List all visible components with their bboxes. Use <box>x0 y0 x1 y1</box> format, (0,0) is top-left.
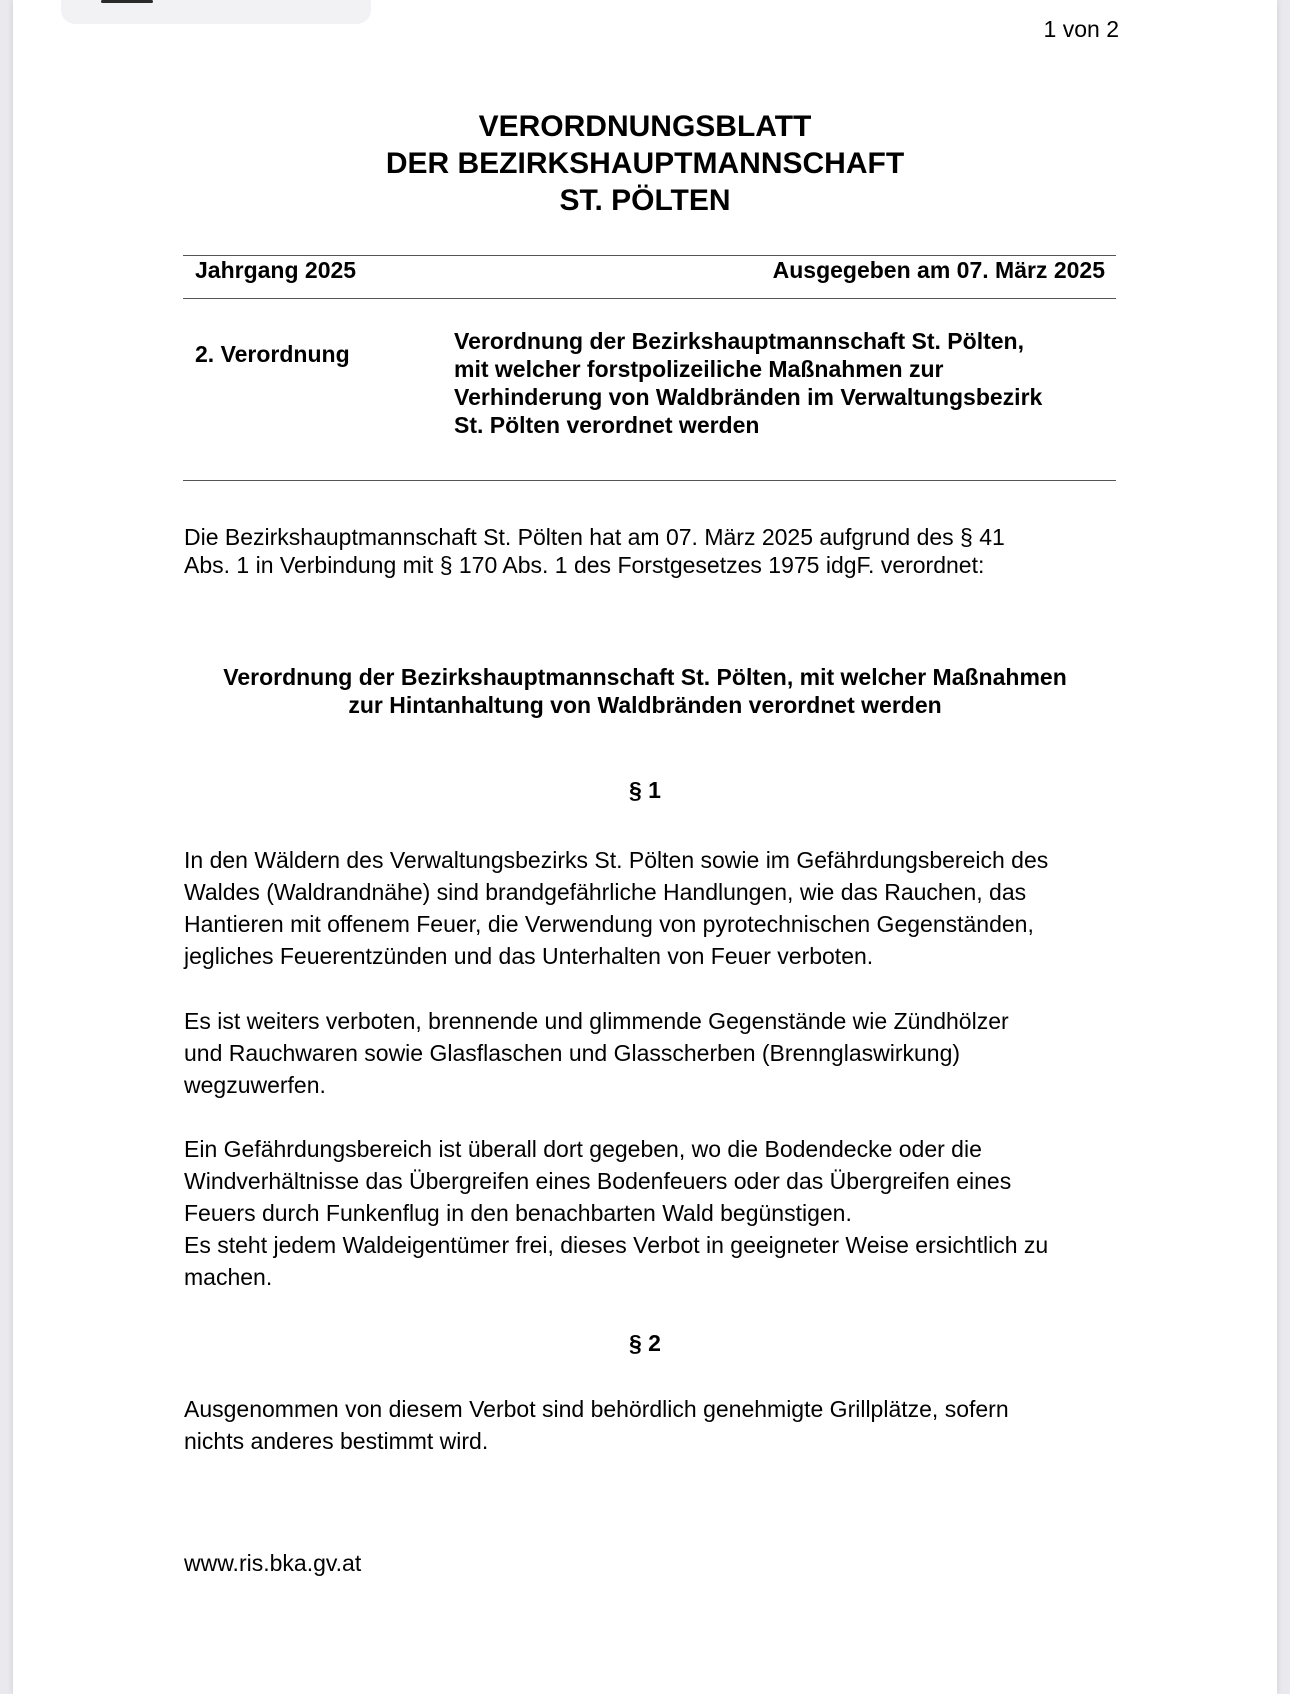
page-indicator: 1 von 2 <box>1043 16 1119 42</box>
ordinance-number: 2. Verordnung <box>195 341 350 367</box>
section-1-paragraph-2: Es ist weiters verboten, brennende und glimmende Gegenstände wie Zündhölzer und Rauchwaren sowie Glasflaschen und Glasscherben (Brennglaswirkung) wegzuwerfen. <box>184 1008 1009 1098</box>
section-2-paragraph-1: Ausgenommen von diesem Verbot sind behördlich genehmigte Grillplätze, sofern nichts anderes bestimmt wird. <box>184 1396 1009 1454</box>
divider <box>183 298 1116 299</box>
section-1-paragraph-3: Ein Gefährdungsbereich ist überall dort gegeben, wo die Bodendecke oder die Windverhältnisse das Übergreifen eines Bodenfeuers oder das Übergreifen eines Feuers durch Funkenflug in den benachbarten Wald begünstigen. Es steht jedem Waldeigentümer frei, dieses Verbot in geeigneter Weise ersichtlich zu machen. <box>184 1136 1049 1290</box>
ordinance-body-title: Verordnung der Bezirkshauptmannschaft St. Pölten, mit welcher Maßnahmen zur Hintanhaltung von Waldbränden verordnet werden <box>223 664 1067 718</box>
preamble-text: Die Bezirkshauptmannschaft St. Pölten hat am 07. März 2025 aufgrund des § 41 Abs. 1 in Verbindung mit § 170 Abs. 1 des Forstgesetzes 1975 idgF. verordnet: <box>184 524 1005 578</box>
document-page <box>13 0 1277 1694</box>
volume-year: Jahrgang 2025 <box>195 257 357 283</box>
section-1-paragraph-1: In den Wäldern des Verwaltungsbezirks St. Pölten sowie im Gefährdungsbereich des Waldes (Waldrandnähe) sind brandgefährliche Handlungen, wie das Rauchen, das Hantieren mit offenem Feuer, die Verwendung von pyrotechnischen Gegenständen, jegliches Feuerentzünden und das Unterhalten von Feuer verboten. <box>184 847 1049 969</box>
sheet-handle[interactable] <box>61 0 371 24</box>
footer-url-link[interactable]: www.ris.bka.gv.at <box>184 1550 362 1576</box>
gazette-title-line-2: DER BEZIRKSHAUPTMANNSCHAFT <box>385 147 905 180</box>
ordinance-title: Verordnung der Bezirkshauptmannschaft St. Pölten, mit welcher forstpolizeiliche Maßnahmen zur Verhinderung von Waldbränden im Verwaltungsbezirk St. Pölten verordnet werden <box>454 328 1043 438</box>
divider <box>183 480 1116 481</box>
section-heading-1: § 1 <box>629 777 661 803</box>
issue-date: Ausgegeben am 07. März 2025 <box>772 257 1105 283</box>
gazette-title-line-3: ST. PÖLTEN <box>559 184 731 217</box>
gazette-title-line-1: VERORDNUNGSBLATT <box>478 110 812 143</box>
section-heading-2: § 2 <box>629 1330 661 1356</box>
divider <box>183 255 1116 256</box>
grabber-icon <box>101 0 153 3</box>
